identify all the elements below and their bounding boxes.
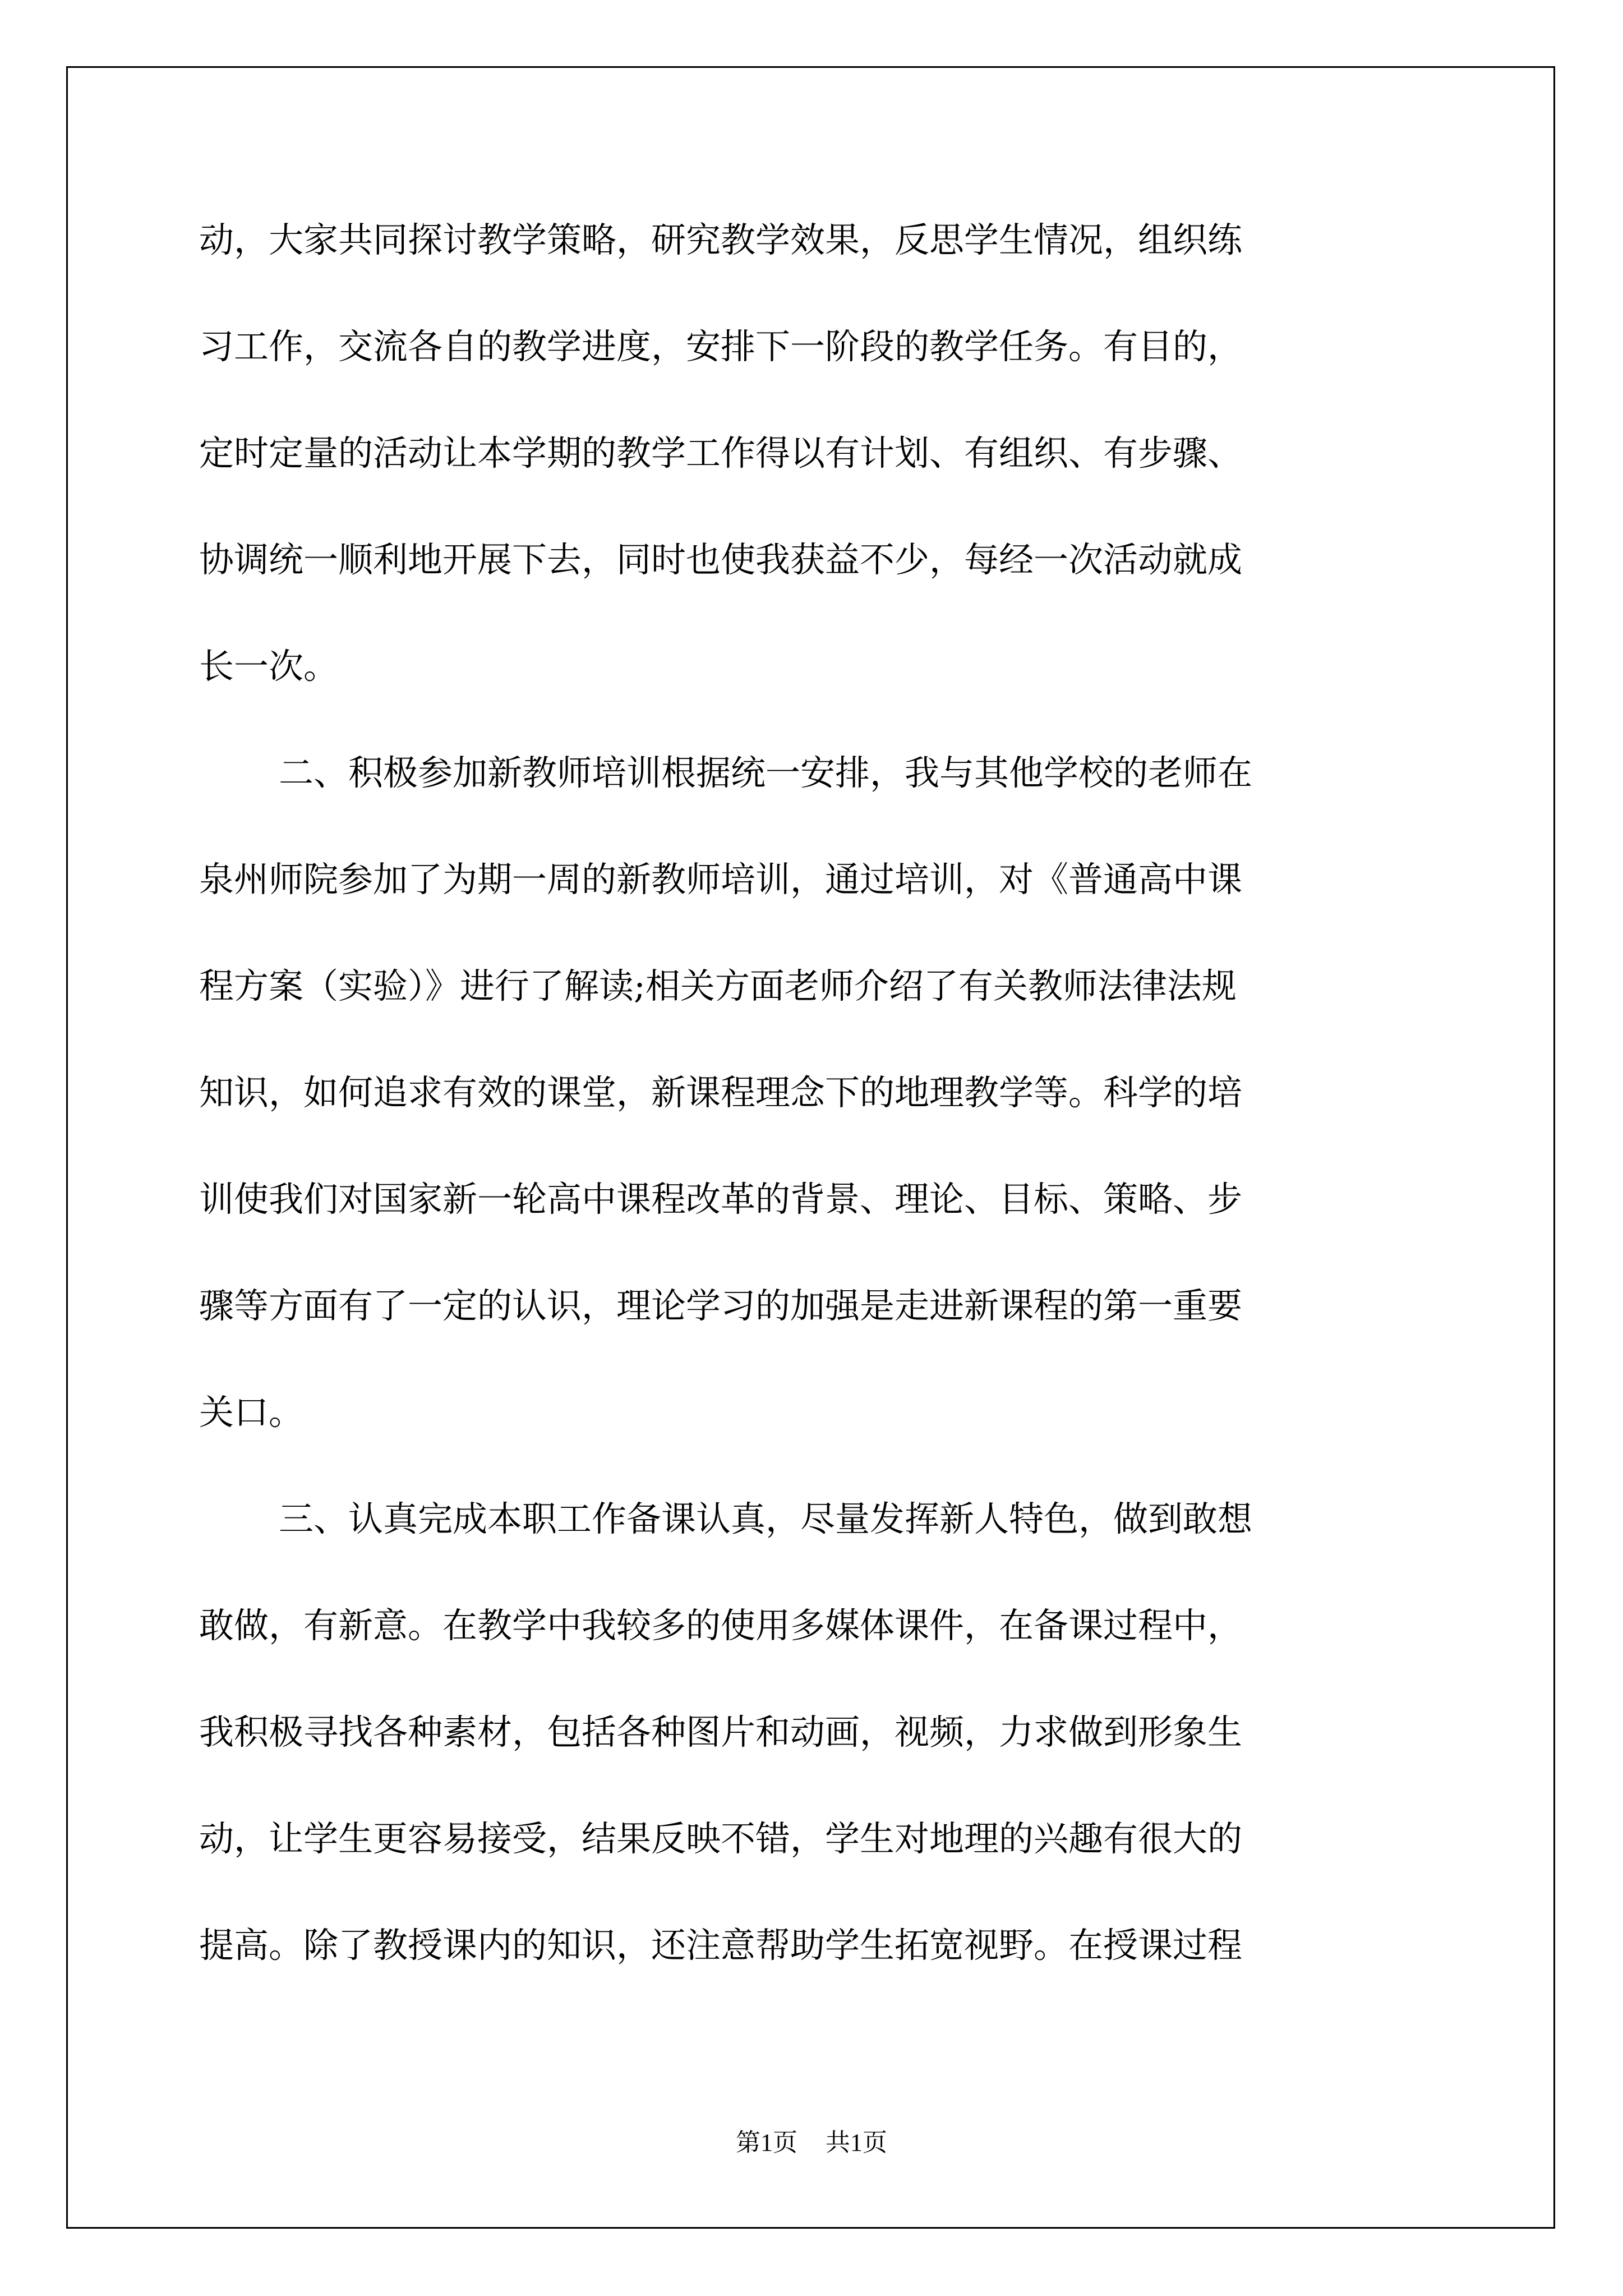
text-line-10: 训使我们对国家新一轮高中课程改革的背景、理论、目标、策略、步 <box>199 1179 1243 1220</box>
page-number: 第1页 <box>736 2129 797 2156</box>
text-line-17: 提高。除了教授课内的知识，还注意帮助学生拓宽视野。在授课过程 <box>199 1925 1243 1966</box>
text-line-16: 动，让学生更容易接受，结果反映不错，学生对地理的兴趣有很大的 <box>199 1818 1243 1859</box>
text-line-8: 程方案（实验）》进行了解读;相关方面老师介绍了有关教师法律法规 <box>199 965 1237 1006</box>
text-line-13: 三、认真完成本职工作备课认真，尽量发挥新人特色，做到敢想 <box>279 1498 1253 1539</box>
text-line-14: 敢做，有新意。在教学中我较多的使用多媒体课件，在备课过程中， <box>199 1605 1243 1646</box>
text-line-4: 协调统一顺利地开展下去，同时也使我获益不少，每经一次活动就成 <box>199 539 1243 580</box>
document-body <box>199 219 1427 2031</box>
text-line-7: 泉州师院参加了为期一周的新教师培训，通过培训，对《普通高中课 <box>199 859 1243 900</box>
text-line-2: 习工作，交流各自的教学进度，安排下一阶段的教学任务。有目的， <box>199 326 1243 367</box>
text-line-11: 骤等方面有了一定的认识，理论学习的加强是走进新课程的第一重要 <box>199 1285 1243 1326</box>
text-line-12: 关口。 <box>199 1392 304 1433</box>
text-line-1: 动，大家共同探讨教学策略，研究教学效果，反思学生情况，组织练 <box>199 219 1243 260</box>
page-footer <box>0 2129 1623 2157</box>
text-line-9: 知识，如何追求有效的课堂，新课程理念下的地理教学等。科学的培 <box>199 1072 1243 1113</box>
text-line-6: 二、积极参加新教师培训根据统一安排，我与其他学校的老师在 <box>279 752 1253 793</box>
text-line-5: 长一次。 <box>199 646 339 687</box>
page-total: 共1页 <box>826 2129 887 2156</box>
text-line-3: 定时定量的活动让本学期的教学工作得以有计划、有组织、有步骤、 <box>199 432 1243 473</box>
text-line-15: 我积极寻找各种素材，包括各种图片和动画，视频，力求做到形象生 <box>199 1711 1243 1752</box>
